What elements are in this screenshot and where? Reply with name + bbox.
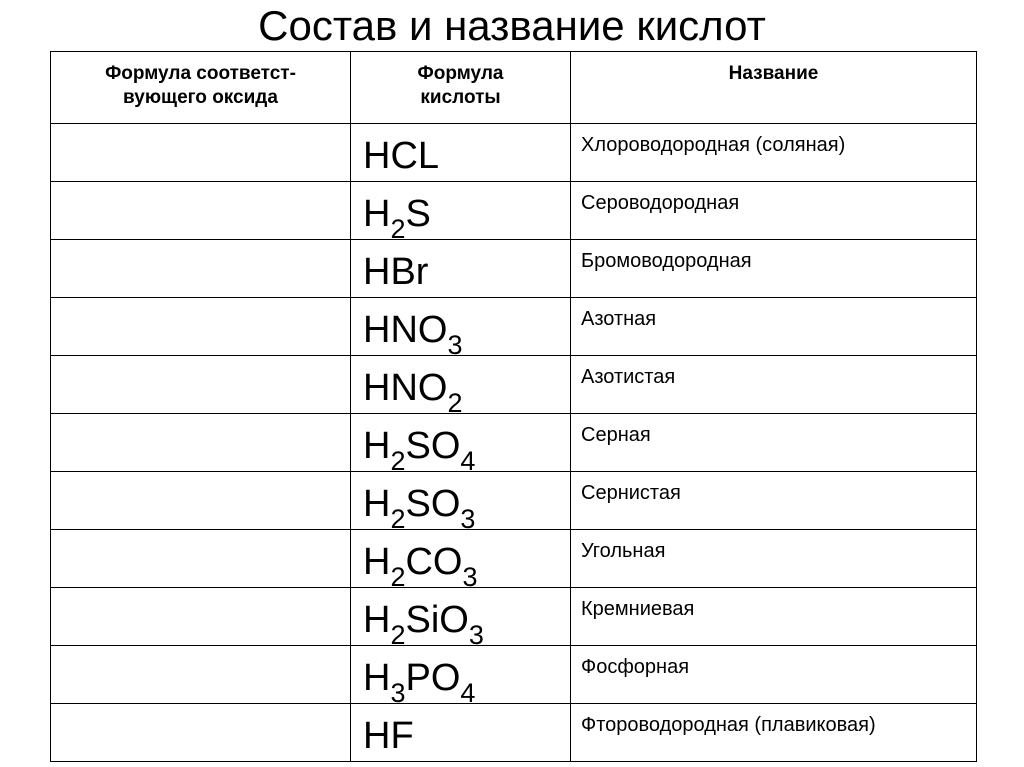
oxide-formula-cell (51, 240, 351, 298)
acid-name-cell: Фосфорная (571, 646, 977, 704)
header-name (571, 52, 977, 124)
acid-formula-cell (351, 472, 571, 534)
acid-formula-cell (351, 182, 571, 244)
acids-table (50, 51, 977, 762)
oxide-formula-cell (51, 588, 351, 646)
acid-formula-cell (351, 414, 571, 476)
formula-subscript: 3 (390, 678, 406, 708)
formula-subscript: 3 (468, 620, 484, 650)
acid-formula-cell (351, 298, 571, 360)
acid-name-cell: Бромоводородная (571, 240, 977, 298)
formula-subscript: 2 (390, 214, 406, 244)
formula-subscript: 3 (460, 504, 476, 534)
formula-text: SO (405, 483, 461, 525)
table-row (51, 414, 977, 472)
page-title: Состав и название кислот (258, 2, 766, 49)
table-row (51, 240, 977, 298)
formula-text: H (363, 425, 391, 467)
acid-name-cell: Хлороводородная (соляная) (571, 124, 977, 182)
formula-subscript: 2 (390, 620, 406, 650)
table-row (51, 530, 977, 588)
formula-text: HNO (363, 367, 448, 409)
acid-formula-cell (351, 588, 571, 650)
oxide-formula-cell (51, 124, 351, 182)
formula-text: PO (405, 657, 461, 699)
acid-name-cell: Кремниевая (571, 588, 977, 646)
formula-subscript: 2 (390, 504, 406, 534)
formula-text: SiO (405, 599, 469, 641)
formula-subscript: 2 (390, 562, 406, 592)
formula-text: HNO (363, 309, 448, 351)
oxide-formula-cell (51, 414, 351, 472)
table-body (51, 124, 977, 762)
formula-text: CO (405, 541, 463, 583)
table-row (51, 588, 977, 646)
oxide-formula-cell (51, 530, 351, 588)
acid-formula-cell (351, 240, 571, 298)
formula-text: H (363, 193, 391, 235)
formula-text: HF (363, 715, 414, 757)
acid-name-cell: Азотистая (571, 356, 977, 414)
formula-text: HCL (363, 135, 440, 177)
oxide-formula-cell (51, 704, 351, 762)
formula-text: HBr (363, 251, 429, 293)
formula-text: H (363, 599, 391, 641)
header-line: вующего оксида (123, 87, 278, 108)
acid-formula-cell (351, 646, 571, 708)
formula-text: H (363, 483, 391, 525)
oxide-formula-cell (51, 298, 351, 356)
acid-formula-cell (351, 704, 571, 762)
table-row (51, 182, 977, 240)
acid-name-cell: Азотная (571, 298, 977, 356)
table-header-row (51, 52, 977, 124)
table-row (51, 472, 977, 530)
header-acid-formula (351, 52, 571, 124)
table-row (51, 356, 977, 414)
table-row (51, 646, 977, 704)
oxide-formula-cell (51, 646, 351, 704)
acid-formula-cell (351, 530, 571, 592)
oxide-formula-cell (51, 472, 351, 530)
formula-text: S (405, 193, 431, 235)
formula-text: H (363, 657, 391, 699)
formula-subscript: 2 (447, 388, 463, 418)
table-row (51, 124, 977, 182)
formula-text: SO (405, 425, 461, 467)
oxide-formula-cell (51, 182, 351, 240)
header-line: Формула соответст- (105, 63, 296, 84)
acid-name-cell: Сероводородная (571, 182, 977, 240)
table-row (51, 298, 977, 356)
formula-subscript: 4 (460, 678, 476, 708)
formula-subscript: 3 (462, 562, 478, 592)
acid-formula-cell (351, 124, 571, 182)
header-line: Название (728, 63, 819, 84)
formula-text: H (363, 541, 391, 583)
formula-subscript: 4 (460, 446, 476, 476)
oxide-formula-cell (51, 356, 351, 414)
acid-name-cell: Серная (571, 414, 977, 472)
formula-subscript: 2 (390, 446, 406, 476)
acid-name-cell: Фтороводородная (плавиковая) (571, 704, 977, 762)
acid-name-cell: Сернистая (571, 472, 977, 530)
acid-formula-cell (351, 356, 571, 418)
header-line: кислоты (420, 87, 501, 108)
table-row (51, 704, 977, 762)
header-oxide-formula (51, 52, 351, 124)
header-line: Формула (417, 63, 504, 84)
acid-name-cell: Угольная (571, 530, 977, 588)
formula-subscript: 3 (447, 330, 463, 360)
